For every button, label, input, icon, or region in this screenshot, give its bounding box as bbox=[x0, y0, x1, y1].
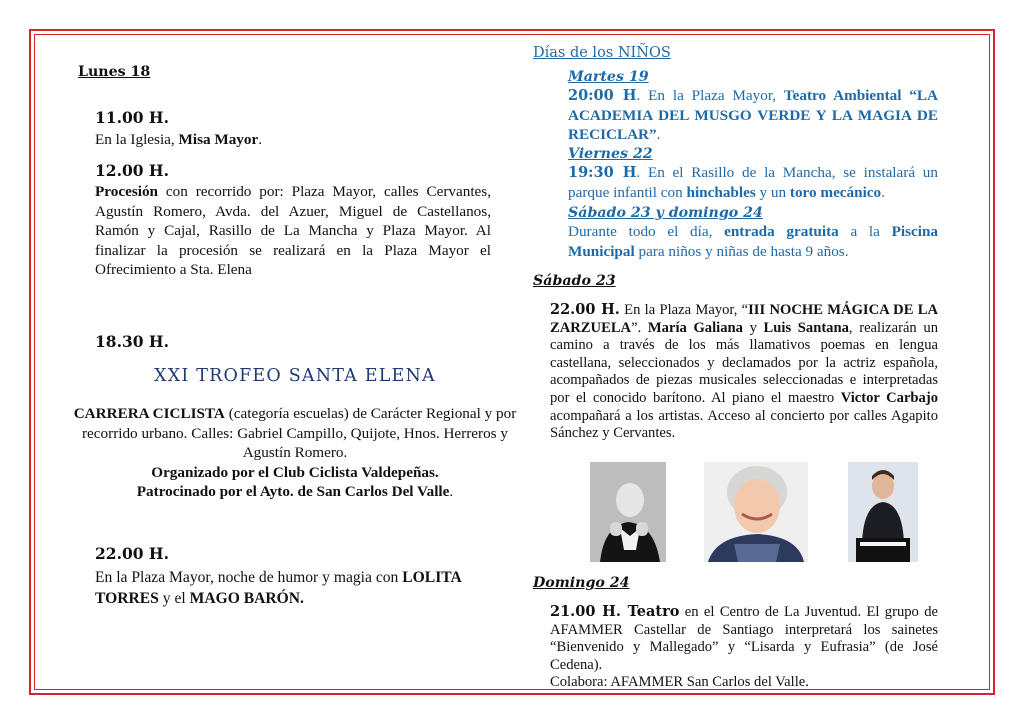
event-piscina: Durante todo el día, entrada gratuita a la Piscina Municipal para niños y niñas de hasta 9 años. bbox=[568, 223, 938, 260]
time-12: 12.00 H. bbox=[95, 161, 169, 180]
day-sabado-domingo: Sábado 23 y domingo 24 bbox=[568, 205, 763, 221]
trophy-title: XXI TROFEO SANTA ELENA bbox=[154, 366, 436, 386]
time-11: 11.00 H. bbox=[95, 108, 169, 127]
portrait-maria-galiana bbox=[704, 462, 808, 562]
day-heading-domingo: Domingo 24 bbox=[533, 575, 630, 591]
portrait-luis-santana bbox=[590, 462, 666, 562]
event-carrera: CARRERA CICLISTA (categoría escuelas) de Carácter Regional y por recorrido urbano. Calles: Gabriel Campillo, Quijote, Hnos. Herreros y Agustín Romero. Organizado por el Club Ciclista Valdepeñas. Patrocinado por el Ayto. de San Carlos Del Valle. bbox=[73, 405, 517, 501]
photo-maria-galiana bbox=[704, 462, 808, 562]
event-teatro-ambiental: 20:00 H. En la Plaza Mayor, Teatro Ambiental “LA ACADEMIA DEL MUSGO VERDE Y LA MAGIA DE RECICLAR”. bbox=[568, 87, 938, 144]
event-humor: En la Plaza Mayor, noche de humor y magia con LOLITA TORRES y el MAGO BARÓN. bbox=[95, 569, 461, 607]
event-procesion: Procesión con recorrido por: Plaza Mayor, calles Cervantes, Agustín Romero, Avda. del Azuer, Miguel de Castellanos, Ramón y Cajal, Rasillo de La Mancha y Plaza Mayor. Al finalizar la procesión se realizará en la Plaza Mayor el Ofrecimiento a Sta. Elena bbox=[95, 183, 491, 279]
event-misa: En la Iglesia, Misa Mayor. bbox=[95, 131, 263, 148]
day-viernes: Viernes 22 bbox=[568, 146, 653, 162]
day-martes: Martes 19 bbox=[568, 69, 649, 85]
photo-luis-santana bbox=[590, 462, 666, 562]
day-heading-lunes: Lunes 18 bbox=[78, 64, 151, 80]
portrait-victor-carbajo bbox=[848, 462, 918, 562]
event-teatro-juventud: 21.00 H. Teatro en el Centro de La Juventud. El grupo de AFAMMER Castellar de Santiago interpretará los sainetes “Bienvenido y Mallegado” y “Lisarda y Eufrasia” (de José Cedena). Colabora: AFAMMER San Carlos del Valle. bbox=[550, 603, 938, 691]
kids-days-title: Días de los NIÑOS bbox=[533, 45, 671, 61]
time-22: 22.00 H. bbox=[95, 544, 169, 563]
event-parque-infantil: 19:30 H. En el Rasillo de la Mancha, se instalará un parque infantil con hinchables y un toro mecánico. bbox=[568, 164, 938, 201]
time-1830: 18.30 H. bbox=[95, 332, 169, 351]
photo-victor-carbajo bbox=[848, 462, 918, 562]
event-zarzuela: 22.00 H. En la Plaza Mayor, “III NOCHE MÁGICA DE LA ZARZUELA”. María Galiana y Luis Santana, realizarán un camino a través de los más llamativos poemas en lengua castellana, seleccionados y declamados por la actriz española, acompañados de piezas musicales seleccionadas e interpretadas por el conocido barítono. Al piano el maestro Victor Carbajo acompañará a los artistas. Acceso al concierto por calles Agapito Sánchez y Cervantes. bbox=[550, 301, 939, 442]
day-heading-sabado: Sábado 23 bbox=[533, 273, 616, 289]
